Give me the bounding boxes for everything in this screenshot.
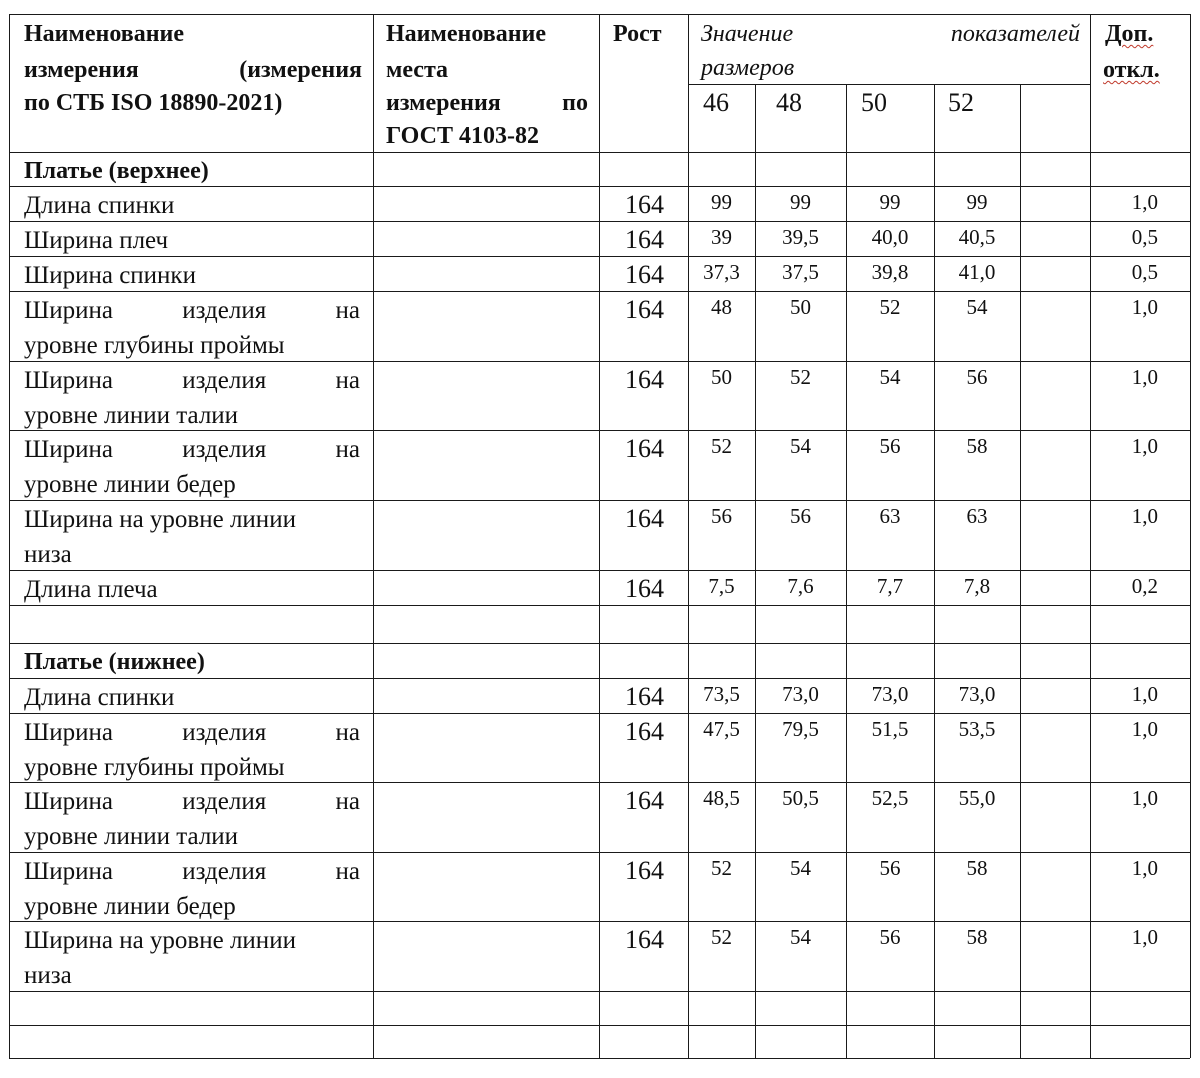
row-label-word: Ширина: [24, 858, 113, 885]
row-size-value: 7,7: [876, 574, 904, 598]
row-label-line2: уровне линии талии: [24, 402, 239, 429]
row-size-value: 41,0: [958, 260, 996, 284]
section-title: Платье (верхнее): [24, 158, 209, 184]
row-height-value: 164: [625, 717, 664, 746]
row-label-word: Ширина: [24, 788, 113, 815]
row-deviation-value: 0,5: [1131, 260, 1158, 284]
row-label: [24, 789, 360, 814]
table-rule: [755, 84, 756, 1058]
header-col2-line3-word: по: [562, 90, 588, 116]
row-label-line2: уровне глубины проймы: [24, 332, 285, 359]
row-size-value: 56: [711, 504, 732, 528]
row-height-value: 164: [625, 856, 664, 885]
row-label-word: на: [335, 788, 360, 815]
row-size-value: 63: [966, 504, 988, 528]
header-col2-line4: ГОСТ 4103-82: [386, 123, 539, 149]
row-deviation-value: 1,0: [1131, 786, 1158, 810]
row-label-word: на: [335, 436, 360, 463]
row-label-line2: уровне линии бедер: [24, 471, 236, 498]
table-rule: [599, 14, 600, 1058]
row-label: Длина спинки: [24, 192, 175, 219]
row-size-value: 39,8: [871, 260, 909, 284]
row-deviation-value: 1,0: [1131, 717, 1158, 741]
table-rule: [688, 14, 689, 1058]
header-col2-line2: места: [386, 57, 449, 83]
table-rule: [9, 1058, 1190, 1059]
table-rule: [1190, 14, 1191, 1058]
row-label-word: изделия: [182, 367, 267, 394]
row-height-value: 164: [625, 504, 664, 533]
size-header-3: 52: [948, 88, 974, 117]
row-height-value: 164: [625, 260, 664, 289]
row-size-value: 58: [966, 856, 988, 880]
row-size-value: 37,5: [782, 260, 819, 284]
table-rule: [846, 84, 847, 1058]
row-label: Ширина на уровне линии: [24, 927, 296, 954]
row-label: Ширина на уровне линии: [24, 506, 296, 533]
row-height-value: 164: [625, 786, 664, 815]
row-deviation-value: 0,2: [1131, 574, 1158, 598]
row-label: Ширина плеч: [24, 227, 169, 254]
row-label-word: Ширина: [24, 297, 113, 324]
row-size-value: 52: [879, 295, 901, 319]
row-size-value: 52: [711, 925, 732, 949]
row-height-value: 164: [625, 295, 664, 324]
header-col3: Рост: [613, 21, 662, 47]
header-col2-line3-word: измерения: [386, 90, 501, 116]
row-deviation-value: 1,0: [1131, 682, 1158, 706]
header-col1-line3: по СТБ ISO 18890-2021): [24, 90, 283, 116]
row-size-value: 7,5: [708, 574, 735, 598]
row-size-value: 54: [790, 925, 811, 949]
row-size-value: 99: [879, 190, 901, 214]
row-deviation-value: 1,0: [1131, 190, 1158, 214]
row-deviation-value: 1,0: [1131, 365, 1158, 389]
table-rule: [9, 14, 10, 1058]
size-header-1: 48: [776, 88, 802, 117]
row-label-line2: уровне линии талии: [24, 823, 239, 850]
row-label-word: изделия: [182, 788, 267, 815]
row-label-word: на: [335, 297, 360, 324]
row-label-word: на: [335, 719, 360, 746]
size-header-2: 50: [861, 88, 887, 117]
row-label: [24, 437, 360, 462]
row-size-value: 52,5: [871, 786, 909, 810]
row-size-value: 39,5: [782, 225, 819, 249]
row-height-value: 164: [625, 682, 664, 711]
row-size-value: 52: [790, 365, 811, 389]
row-label-word: изделия: [182, 719, 267, 746]
row-size-value: 73,0: [782, 682, 819, 706]
row-size-value: 40,5: [958, 225, 996, 249]
header-col2-line3: [386, 91, 588, 115]
row-size-value: 63: [879, 504, 901, 528]
row-size-value: 56: [790, 504, 811, 528]
header-values-line1-word: Значение: [701, 21, 794, 47]
row-size-value: 54: [966, 295, 988, 319]
row-label-line2: низа: [24, 541, 72, 568]
size-header-0: 46: [703, 88, 729, 117]
table-rule: [1020, 84, 1021, 1058]
row-label-line2: уровне линии бедер: [24, 893, 236, 920]
table-rule: [688, 84, 1090, 85]
row-deviation-value: 1,0: [1131, 925, 1158, 949]
row-size-value: 47,5: [703, 717, 740, 741]
row-size-value: 99: [711, 190, 732, 214]
row-size-value: 56: [879, 925, 901, 949]
header-col1-line2-word: (измерения: [239, 57, 362, 83]
section-title: Платье (нижнее): [24, 649, 205, 675]
row-label-word: на: [335, 367, 360, 394]
row-label: [24, 298, 360, 323]
header-col1-line1: Наименование: [24, 21, 184, 47]
row-size-value: 56: [879, 434, 901, 458]
header-col1-line2-word: измерения: [24, 57, 139, 83]
row-label-word: изделия: [182, 858, 267, 885]
row-height-value: 164: [625, 434, 664, 463]
row-height-value: 164: [625, 225, 664, 254]
row-size-value: 37,3: [703, 260, 740, 284]
row-label: [24, 720, 360, 745]
row-size-value: 48,5: [703, 786, 740, 810]
row-size-value: 73,0: [958, 682, 996, 706]
row-size-value: 73,0: [871, 682, 909, 706]
row-deviation-value: 1,0: [1131, 295, 1158, 319]
row-label-line2: уровне глубины проймы: [24, 754, 285, 781]
row-label-line2: низа: [24, 962, 72, 989]
row-height-value: 164: [625, 365, 664, 394]
row-size-value: 52: [711, 434, 732, 458]
header-values-line1-word: показателей: [950, 21, 1080, 47]
header-col1-line2: [24, 58, 362, 82]
row-label-word: на: [335, 858, 360, 885]
row-size-value: 50: [711, 365, 732, 389]
row-size-value: 58: [966, 434, 988, 458]
row-label: Ширина спинки: [24, 262, 196, 289]
row-size-value: 56: [966, 365, 988, 389]
row-label: [24, 368, 360, 393]
row-size-value: 50: [790, 295, 811, 319]
row-size-value: 51,5: [871, 717, 909, 741]
table-rule: [934, 84, 935, 1058]
row-label-word: изделия: [182, 297, 267, 324]
row-size-value: 54: [879, 365, 901, 389]
row-deviation-value: 0,5: [1131, 225, 1158, 249]
row-deviation-value: 1,0: [1131, 856, 1158, 880]
row-height-value: 164: [625, 190, 664, 219]
row-size-value: 79,5: [782, 717, 819, 741]
header-col2-line1: Наименование: [386, 21, 546, 47]
row-size-value: 48: [711, 295, 732, 319]
row-size-value: 99: [790, 190, 811, 214]
row-label: [24, 859, 360, 884]
row-deviation-value: 1,0: [1131, 434, 1158, 458]
row-size-value: 55,0: [958, 786, 996, 810]
row-size-value: 58: [966, 925, 988, 949]
row-label: Длина спинки: [24, 684, 175, 711]
row-size-value: 56: [879, 856, 901, 880]
row-size-value: 50,5: [782, 786, 819, 810]
header-dev-line1: Доп.: [1105, 21, 1154, 47]
table-rule: [1090, 14, 1091, 1058]
row-deviation-value: 1,0: [1131, 504, 1158, 528]
row-size-value: 53,5: [958, 717, 996, 741]
row-label-word: Ширина: [24, 436, 113, 463]
row-label-word: изделия: [182, 436, 267, 463]
header-dev-line2: откл.: [1103, 57, 1160, 83]
row-size-value: 7,8: [963, 574, 991, 598]
row-size-value: 52: [711, 856, 732, 880]
row-label-word: Ширина: [24, 367, 113, 394]
row-height-value: 164: [625, 925, 664, 954]
row-size-value: 73,5: [703, 682, 740, 706]
row-size-value: 54: [790, 856, 811, 880]
header-values-line2: размеров: [701, 55, 795, 81]
row-size-value: 54: [790, 434, 811, 458]
row-height-value: 164: [625, 574, 664, 603]
row-label: Длина плеча: [24, 576, 158, 603]
header-values-line1: [701, 22, 1080, 46]
row-size-value: 7,6: [787, 574, 814, 598]
row-size-value: 39: [711, 225, 732, 249]
row-label-word: Ширина: [24, 719, 113, 746]
row-size-value: 40,0: [871, 225, 909, 249]
row-size-value: 99: [966, 190, 988, 214]
table-rule: [373, 14, 374, 1058]
